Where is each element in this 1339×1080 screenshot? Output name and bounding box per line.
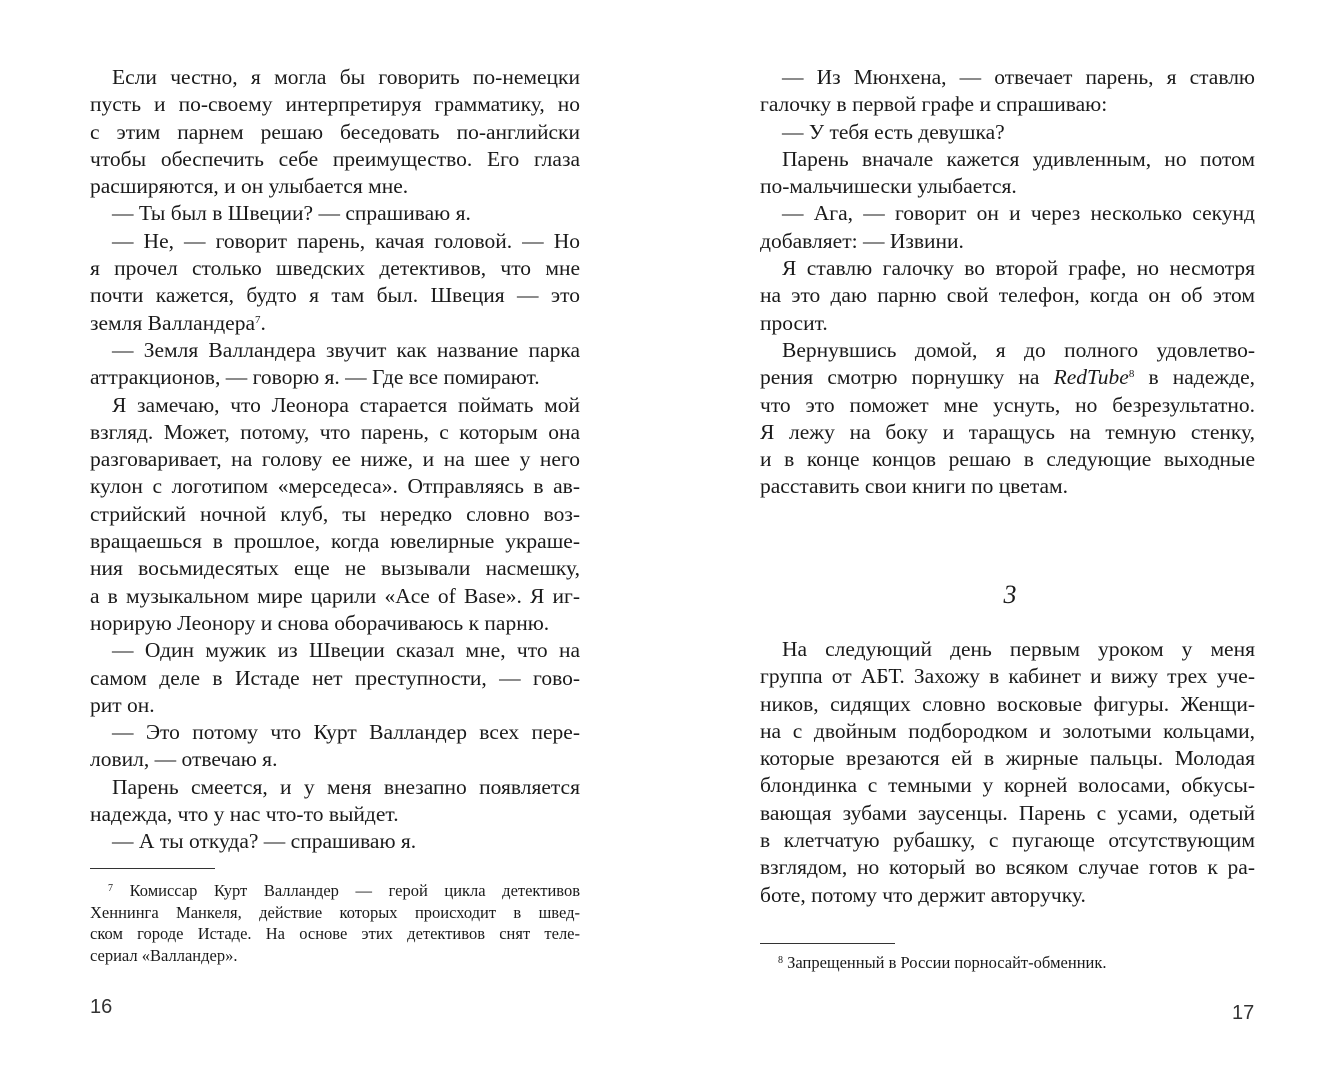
italic-text: RedTube [1053, 365, 1129, 390]
text-line: — У тебя есть девушка? [782, 119, 1005, 144]
text-line: в клетчатую рубашку, с пугающе отсутствующим [760, 828, 1255, 853]
text-line: На следующий день первым уроком у меня [782, 637, 1255, 661]
text-line: по-мальчишески улыбается. [760, 174, 1017, 199]
text-line: на это даю парню свой телефон, когда он об этом [760, 283, 1255, 308]
chapter-heading: 3 [1003, 580, 1017, 609]
text-segment: земля Валландера [90, 310, 255, 335]
text-line: рит он. [90, 692, 155, 717]
text-line: ников, сидящих словно восковые фигуры. Женщи- [760, 691, 1255, 716]
text-line: ния восьмидесятых еще не вызывали насмешку, [90, 556, 580, 581]
text-line: кулон с логотипом «мерседеса». Отправляясь в ав- [90, 474, 580, 499]
paragraph [760, 337, 1255, 501]
text-line: и в конце концов решаю в следующие выходные [760, 447, 1255, 472]
text-line: Вернувшись домой, я до полного удовлетво- [782, 337, 1255, 362]
text-line: расставить свои книги по цветам. [760, 474, 1069, 499]
paragraph [760, 255, 1255, 337]
paragraph [90, 392, 580, 638]
text-line: почти кажется, будто я там был. Швеция — это [90, 283, 580, 308]
text-line: аттракционов, — говорю я. — Где все помирают. [90, 365, 540, 390]
page-number: 17 [1232, 1002, 1255, 1024]
paragraph [760, 146, 1255, 201]
paragraph [90, 880, 580, 966]
text-line: на с двойным подбородком и золотыми кольцами, [760, 718, 1255, 743]
footnote-marker: 8 [778, 955, 783, 966]
text-line: Я ставлю галочку во второй графе, но несмотря [782, 256, 1255, 281]
text-line: вращаешься в прошлое, когда ювелирные украше- [90, 529, 580, 554]
text-segment: Запрещенный в России порносайт-обменник. [783, 953, 1107, 972]
paragraph [760, 200, 1255, 255]
text-line: галочку в первой графе и спрашиваю: [760, 92, 1108, 117]
text-line [90, 880, 580, 902]
text-segment: Комиссар Курт Валландер — герой цикла детективов [113, 881, 580, 900]
text-line: добавляет: — Извини. [760, 228, 964, 253]
page-number: 16 [90, 996, 113, 1018]
text-line: Я лежу на боку и таращусь на темную стенку, [760, 419, 1255, 444]
text-line: надежда, что у нас что-то выйдет. [90, 802, 399, 827]
paragraph [760, 636, 1255, 909]
text-line: а в музыкальном мире царили «Ace of Base». Я иг- [90, 583, 580, 608]
right-footnotes [760, 952, 1255, 974]
paragraph [90, 228, 580, 337]
text-line: разговаривает, на голову ее ниже, и на шее у него [90, 447, 580, 472]
text-line: сериал «Валландер». [90, 945, 238, 965]
paragraph [90, 828, 580, 855]
text-line: чтобы обеспечить себе преимущество. Его глаза [90, 146, 580, 171]
paragraph [90, 719, 580, 774]
right-page-body-chapter [760, 636, 1255, 909]
paragraph [760, 952, 1255, 974]
text-line: вающая зубами заусенцы. Парень с усами, одетый [760, 800, 1255, 825]
text-line: — Не, — говорит парень, качая головой. — Но [112, 228, 580, 253]
footnote-divider [90, 868, 215, 869]
paragraph [90, 774, 580, 829]
left-footnotes [90, 880, 580, 966]
text-line: пусть и по-своему интерпретируя грамматику, но [90, 92, 580, 117]
text-line: Парень смеется, и у меня внезапно появляется [112, 774, 580, 799]
text-line [760, 364, 1255, 391]
text-line: Я замечаю, что Леонора старается поймать мой [112, 392, 580, 417]
text-line: с этим парнем решаю беседовать по-английски [90, 119, 580, 144]
text-line [90, 310, 580, 337]
paragraph [90, 200, 580, 227]
text-line: просит. [760, 310, 828, 335]
text-line: взглядом, но который во всяком случае готов к ра- [760, 855, 1255, 880]
text-line: ском городе Истаде. На основе этих детективов снят теле- [90, 924, 580, 943]
text-line: Парень вначале кажется удивленным, но потом [782, 146, 1255, 171]
text-line: — Один мужик из Швеции сказал мне, что на [112, 638, 580, 663]
paragraph [90, 337, 580, 392]
text-line: — Из Мюнхена, — отвечает парень, я ставлю [782, 65, 1255, 89]
text-line: самом деле в Истаде нет преступности, — гово- [90, 665, 580, 690]
text-line: что это поможет мне уснуть, но безрезультатно. [760, 392, 1255, 417]
right-page-body-top [760, 64, 1255, 501]
text-line: норирую Леонору и снова оборачиваюсь к парню. [90, 610, 550, 635]
text-line: которые врезаются ей в жирные пальцы. Молодая [760, 746, 1255, 771]
footnote-marker: 7 [255, 313, 261, 326]
text-line: — Это потому что Курт Валландер всех пере- [112, 720, 580, 745]
footnote-marker: 8 [1128, 368, 1135, 381]
paragraph [90, 637, 580, 719]
footnote-divider [760, 943, 895, 944]
text-segment: . [260, 310, 266, 335]
text-line: я прочел столько шведских детективов, что мне [90, 256, 580, 281]
text-line [760, 952, 1255, 974]
text-line: — Ага, — говорит он и через несколько секунд [782, 201, 1255, 226]
text-line: блондинка с темными у корней волосами, обкусы- [760, 773, 1255, 798]
text-line: — Земля Валландера звучит как название парка [112, 337, 580, 362]
text-line: взгляд. Может, потому, что парень, с которым она [90, 419, 580, 444]
text-segment: в надежде, [1134, 365, 1255, 390]
left-page-body [90, 64, 580, 856]
text-line: Хеннинга Манкеля, действие которых происходит в швед- [90, 902, 580, 922]
text-line: Если честно, я могла бы говорить по-немецки [112, 65, 580, 89]
footnote-marker: 7 [108, 883, 113, 894]
text-line: расширяются, и он улыбается мне. [90, 174, 409, 199]
paragraph [760, 119, 1255, 146]
paragraph [760, 64, 1255, 119]
text-segment: рения смотрю порнушку на [760, 365, 1054, 390]
text-line: ловил, — отвечаю я. [90, 747, 278, 772]
text-line: стрийский ночной клуб, ты нередко словно воз- [90, 501, 580, 526]
text-line: — Ты был в Швеции? — спрашиваю я. [112, 201, 471, 226]
text-line: — А ты откуда? — спрашиваю я. [112, 829, 417, 854]
text-line: боте, потому что держит авторучку. [760, 882, 1086, 907]
paragraph [90, 64, 580, 200]
text-line: группа от АБТ. Захожу в кабинет и вижу трех уче- [760, 664, 1255, 689]
